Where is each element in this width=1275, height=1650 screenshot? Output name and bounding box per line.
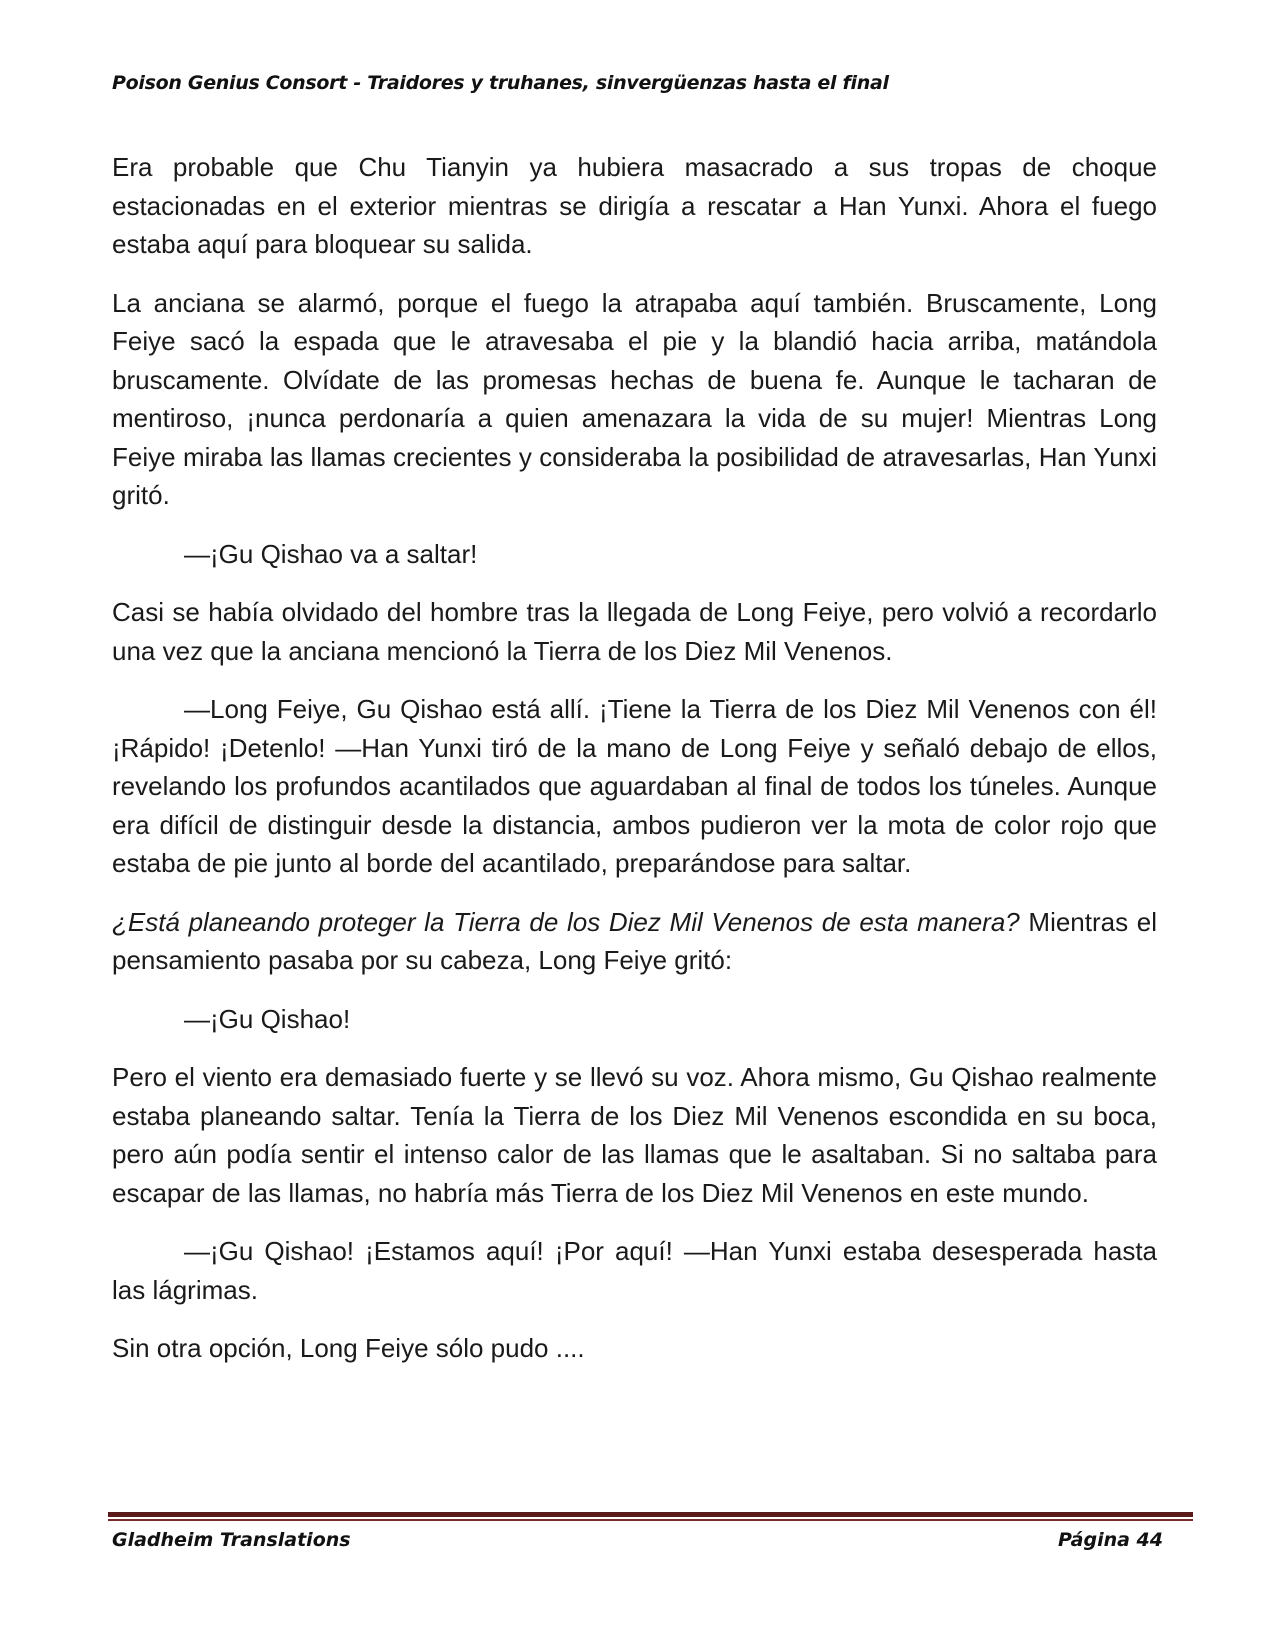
paragraph-1: Era probable que Chu Tianyin ya hubiera masacrado a sus tropas de choque estacionadas en el exterior mientras se dirigía a rescatar a Han Yunxi. Ahora el fuego estaba aquí para bloquear su salida.	[112, 152, 1157, 259]
paragraph-10: Sin otra opción, Long Feiye sólo pudo ....	[112, 1333, 585, 1363]
paragraph-7-dialogue: —¡Gu Qishao!	[184, 1003, 351, 1034]
paragraph-2: La anciana se alarmó, porque el fuego la atrapaba aquí también. Bruscamente, Long Feiye sacó la espada que le atravesaba el pie y la blandió hacia arriba, matándola bruscamente. Olvídate de las promesas hechas de buena fe. Aunque le tacharan de mentiroso, ¡nunca perdonaría a quien amenazara la vida de su mujer! Mientras Long Feiye miraba las llamas crecientes y consideraba la posibilidad de atravesarlas, Han Yunxi gritó.	[112, 287, 1157, 510]
footer-translator-credit: Gladheim Translations	[112, 1529, 351, 1551]
paragraph-6-text: Mientras el pensamiento pasaba por su cabeza, Long Feiye gritó:	[112, 906, 1157, 975]
paragraph-5-dialogue: —Long Feiye, Gu Qishao está allí. ¡Tiene la Tierra de los Diez Mil Venenos con él! ¡Rápido! ¡Detenlo! —Han Yunxi tiró de la mano de Long Feiye y señaló debajo de ellos, revelando los profundos acantilados que aguardaban al final de todos los túneles. Aunque era difícil de distinguir desde la distancia, ambos pudieron ver la mota de color rojo que estaba de pie junto al borde del acantilado, preparándose para saltar.	[112, 694, 1157, 878]
paragraph-9-dialogue: —¡Gu Qishao! ¡Estamos aquí! ¡Por aquí! —Han Yunxi estaba desesperada hasta las lágrimas.	[112, 1236, 1157, 1305]
paragraph-4: Casi se había olvidado del hombre tras la llegada de Long Feiye, pero volvió a recordarlo una vez que la anciana mencionó la Tierra de los Diez Mil Venenos.	[112, 597, 1157, 666]
paragraph-3-dialogue: —¡Gu Qishao va a saltar!	[184, 538, 478, 569]
footer-divider-thick	[108, 1512, 1193, 1517]
page-header-title: Poison Genius Consort - Traidores y truhanes, sinvergüenzas hasta el final	[112, 72, 889, 94]
paragraph-6	[112, 903, 1157, 980]
footer-page-number: Página 44	[1057, 1529, 1163, 1551]
paragraph-8: Pero el viento era demasiado fuerte y se llevó su voz. Ahora mismo, Gu Qishao realmente estaba planeando saltar. Tenía la Tierra de los Diez Mil Venenos escondida en su boca, pero aún podía sentir el intenso calor de las llamas que le asaltaban. Si no saltaba para escapar de las llamas, no habría más Tierra de los Diez Mil Venenos en este mundo.	[112, 1062, 1157, 1208]
paragraph-6-italic-thought: ¿Está planeando proteger la Tierra de los Diez Mil Venenos de esta manera?	[112, 906, 1020, 937]
footer-divider-thin	[108, 1519, 1193, 1521]
document-body	[112, 148, 1157, 1388]
